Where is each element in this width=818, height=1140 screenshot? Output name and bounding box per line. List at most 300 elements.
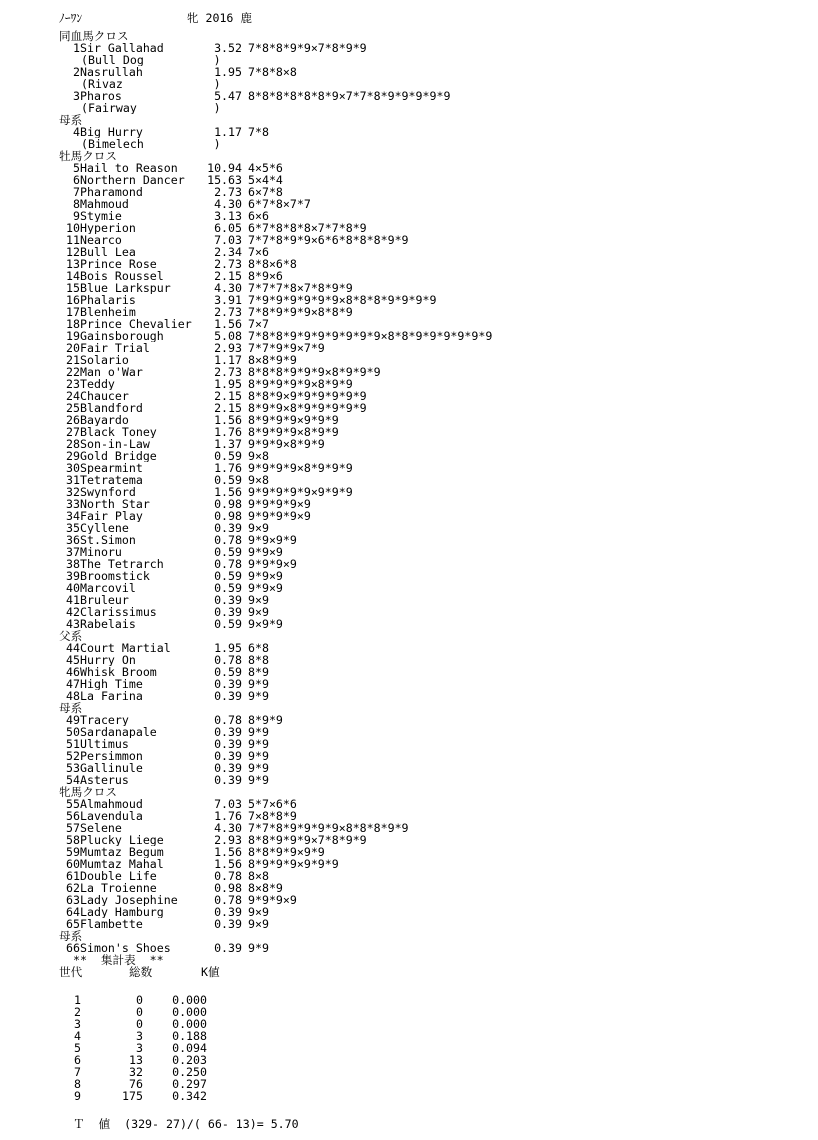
- ancestor-name: Cyllene: [80, 522, 129, 534]
- ancestor-name: Chaucer: [80, 390, 129, 402]
- ancestor-number: 21: [66, 354, 80, 366]
- ancestor-name: Tetratema: [80, 474, 143, 486]
- blood-percent: 0.59: [214, 582, 242, 594]
- ancestor-sibling: (Rivaz ): [81, 78, 221, 90]
- blood-percent: 0.59: [214, 570, 242, 582]
- cross-pattern: 9*9*9×9: [248, 894, 297, 906]
- ancestor-name: Rabelais: [80, 618, 136, 630]
- cross-pattern: 9*9×9: [248, 570, 283, 582]
- summary-title: ** 集計表 **: [73, 954, 164, 966]
- blood-percent: 6.05: [214, 222, 242, 234]
- cross-pattern: 6*7*8*8*8×7*7*8*9: [248, 222, 367, 234]
- ancestor-name: Whisk Broom: [80, 666, 157, 678]
- ancestor-number: 5: [73, 162, 80, 174]
- blood-percent: 0.39: [214, 594, 242, 606]
- ancestor-name: Northern Dancer: [80, 174, 185, 186]
- ancestor-name: Hurry On: [80, 654, 136, 666]
- ancestor-name: Big Hurry: [80, 126, 143, 138]
- summary-row: [59, 1018, 799, 1030]
- total-count: 76: [129, 1078, 143, 1090]
- blood-percent: 2.73: [214, 306, 242, 318]
- ancestor-number: 8: [73, 198, 80, 210]
- cross-row: [59, 246, 799, 258]
- total-count: 175: [122, 1090, 143, 1102]
- ancestor-name: Mahmoud: [80, 198, 129, 210]
- cross-row: [59, 366, 799, 378]
- blood-percent: 2.15: [214, 390, 242, 402]
- cross-pattern: 9*9*9×9: [248, 558, 297, 570]
- cross-pattern: 9*9×9: [248, 582, 283, 594]
- total-count: 3: [136, 1030, 143, 1042]
- cross-pattern: 9×9: [248, 522, 269, 534]
- total-count: 13: [129, 1054, 143, 1066]
- ancestor-number: 34: [66, 510, 80, 522]
- cross-row: [59, 234, 799, 246]
- cross-pattern: 9*9: [248, 750, 269, 762]
- cross-pattern: 8*9: [248, 666, 269, 678]
- cross-pattern: 9*9: [248, 678, 269, 690]
- cross-pattern: 9*9: [248, 738, 269, 750]
- cross-pattern: 6×6: [248, 210, 269, 222]
- cross-pattern: 8*8×6*8: [248, 258, 297, 270]
- ancestor-number: 24: [66, 390, 80, 402]
- k-value: 0.250: [172, 1066, 207, 1078]
- blood-percent: 4.30: [214, 198, 242, 210]
- generation: 4: [74, 1030, 81, 1042]
- summary-row: [59, 1078, 799, 1090]
- summary-header-gen: 世代: [59, 966, 83, 978]
- k-value: 0.000: [172, 994, 207, 1006]
- blood-percent: 2.15: [214, 270, 242, 282]
- cross-pattern: 8*9×6: [248, 270, 283, 282]
- blood-percent: 1.76: [214, 462, 242, 474]
- cross-pattern: 6×7*8: [248, 186, 283, 198]
- generation: 3: [74, 1018, 81, 1030]
- ancestor-number: 28: [66, 438, 80, 450]
- cross-row: [59, 894, 799, 906]
- blood-percent: 0.78: [214, 894, 242, 906]
- k-value: 0.094: [172, 1042, 207, 1054]
- blood-percent: 0.78: [214, 870, 242, 882]
- section-title: 母系: [59, 929, 83, 943]
- blood-percent: 7.03: [214, 234, 242, 246]
- ancestor-name: Hyperion: [80, 222, 136, 234]
- cross-row: [59, 90, 799, 102]
- ancestor-name: Almahmoud: [80, 798, 143, 810]
- blood-percent: 0.39: [214, 678, 242, 690]
- k-value: 0.000: [172, 1006, 207, 1018]
- ancestor-number: 11: [66, 234, 80, 246]
- cross-row: [59, 546, 799, 558]
- cross-row: [59, 522, 799, 534]
- cross-row: [59, 918, 799, 930]
- ancestor-name: Prince Chevalier: [80, 318, 192, 330]
- ancestor-number: 43: [66, 618, 80, 630]
- blood-percent: 2.73: [214, 366, 242, 378]
- cross-pattern: 8*8*9×9*9*9*9*9*9: [248, 390, 367, 402]
- section-title: 母系: [59, 701, 83, 715]
- ancestor-number: 66: [66, 942, 80, 954]
- ancestor-name: Pharamond: [80, 186, 143, 198]
- cross-row: [59, 606, 799, 618]
- ancestor-name: Blue Larkspur: [80, 282, 171, 294]
- blood-percent: 1.95: [214, 66, 242, 78]
- k-value: 0.203: [172, 1054, 207, 1066]
- generation: 2: [74, 1006, 81, 1018]
- ancestor-number: 16: [66, 294, 80, 306]
- cross-row: [59, 738, 799, 750]
- cross-row: [59, 642, 799, 654]
- ancestor-number: 40: [66, 582, 80, 594]
- ancestor-name: Lady Hamburg: [80, 906, 164, 918]
- cross-row: [59, 42, 799, 54]
- blood-percent: 2.73: [214, 258, 242, 270]
- ancestor-number: 52: [66, 750, 80, 762]
- cross-pattern: 9*9*9*9*9×9*9*9: [248, 486, 353, 498]
- ancestor-name: Phalaris: [80, 294, 136, 306]
- ancestor-number: 4: [73, 126, 80, 138]
- cross-pattern: 4×5*6: [248, 162, 283, 174]
- blood-percent: 0.39: [214, 522, 242, 534]
- cross-row: [59, 690, 799, 702]
- cross-row: [59, 486, 799, 498]
- ancestor-number: 32: [66, 486, 80, 498]
- ancestor-number: 13: [66, 258, 80, 270]
- ancestor-number: 20: [66, 342, 80, 354]
- ancestor-name: Asterus: [80, 774, 129, 786]
- cross-row: [59, 402, 799, 414]
- ancestor-name: North Star: [80, 498, 150, 510]
- ancestor-number: 50: [66, 726, 80, 738]
- cross-row: [59, 270, 799, 282]
- cross-pattern: 9×8: [248, 450, 269, 462]
- cross-pattern: 7×8*8*9: [248, 810, 297, 822]
- ancestor-number: 47: [66, 678, 80, 690]
- total-count: 32: [129, 1066, 143, 1078]
- cross-pattern: 9*9*9×8*9*9: [248, 438, 325, 450]
- cross-row: [59, 330, 799, 342]
- ancestor-number: 36: [66, 534, 80, 546]
- cross-pattern: 7*9*9*9*9*9*9×8*8*8*9*9*9*9: [248, 294, 437, 306]
- cross-pattern: 8*8*9*9*9×7*8*9*9: [248, 834, 367, 846]
- ancestor-number: 63: [66, 894, 80, 906]
- cross-row: [59, 210, 799, 222]
- ancestor-name: Minoru: [80, 546, 122, 558]
- cross-row: [59, 390, 799, 402]
- ancestor-name: Court Martial: [80, 642, 171, 654]
- cross-row: [59, 810, 799, 822]
- cross-pattern: 9×9: [248, 906, 269, 918]
- cross-row: [59, 162, 799, 174]
- ancestor-name: Sardanapale: [80, 726, 157, 738]
- blood-percent: 0.98: [214, 498, 242, 510]
- cross-row: [59, 858, 799, 870]
- ancestor-number: 41: [66, 594, 80, 606]
- ancestor-sibling: (Fairway ): [81, 102, 221, 114]
- summary-header-k: K値: [201, 966, 220, 978]
- generation: 6: [74, 1054, 81, 1066]
- ancestor-number: 19: [66, 330, 80, 342]
- ancestor-number: 9: [73, 210, 80, 222]
- blood-percent: 2.73: [214, 186, 242, 198]
- blood-percent: 1.17: [214, 354, 242, 366]
- summary-row: [59, 1030, 799, 1042]
- blood-percent: 0.59: [214, 546, 242, 558]
- cross-pattern: 9*9*9*9×8*9*9*9: [248, 462, 353, 474]
- cross-row: [59, 258, 799, 270]
- total-count: 0: [136, 1006, 143, 1018]
- ancestor-name: The Tetrarch: [80, 558, 164, 570]
- ancestor-name: Bois Roussel: [80, 270, 164, 282]
- cross-pattern: 9*9×9: [248, 546, 283, 558]
- ancestor-name: Pharos: [80, 90, 122, 102]
- ancestor-number: 17: [66, 306, 80, 318]
- cross-pattern: 8*8: [248, 654, 269, 666]
- ancestor-name: Son-in-Law: [80, 438, 150, 450]
- blood-percent: 0.39: [214, 726, 242, 738]
- cross-row: [59, 66, 799, 78]
- blood-percent: 0.39: [214, 942, 242, 954]
- cross-pattern: 8×8: [248, 870, 269, 882]
- blood-percent: 3.91: [214, 294, 242, 306]
- section-title: 牝馬クロス: [59, 785, 117, 799]
- blood-percent: 4.30: [214, 282, 242, 294]
- ancestor-number: 30: [66, 462, 80, 474]
- ancestor-number: 6: [73, 174, 80, 186]
- ancestor-name: Lady Josephine: [80, 894, 178, 906]
- cross-pattern: 8×8*9: [248, 882, 283, 894]
- blood-percent: 0.39: [214, 774, 242, 786]
- cross-row: [59, 654, 799, 666]
- ancestor-number: 14: [66, 270, 80, 282]
- ancestor-name: High Time: [80, 678, 143, 690]
- t-value: Ｔ 値 (329- 27)/( 66- 13)= 5.70: [73, 1118, 299, 1130]
- ancestor-name: Bayardo: [80, 414, 129, 426]
- blood-percent: 1.95: [214, 642, 242, 654]
- cross-row: [59, 594, 799, 606]
- k-value: 0.342: [172, 1090, 207, 1102]
- blood-percent: 0.39: [214, 906, 242, 918]
- ancestor-number: 12: [66, 246, 80, 258]
- ancestor-number: 51: [66, 738, 80, 750]
- ancestor-number: 60: [66, 858, 80, 870]
- ancestor-name: Simon's Shoes: [80, 942, 171, 954]
- cross-row: [59, 834, 799, 846]
- cross-row: [59, 726, 799, 738]
- cross-sections: [59, 30, 799, 954]
- blood-percent: 0.78: [214, 558, 242, 570]
- blood-percent: 0.59: [214, 618, 242, 630]
- blood-percent: 0.39: [214, 762, 242, 774]
- ancestor-number: 26: [66, 414, 80, 426]
- ancestor-name: Black Toney: [80, 426, 157, 438]
- cross-row: [59, 714, 799, 726]
- cross-pattern: 9*9*9*9×9: [248, 498, 311, 510]
- cross-pattern: 9×9*9: [248, 618, 283, 630]
- generation: 9: [74, 1090, 81, 1102]
- cross-row: [59, 906, 799, 918]
- cross-pattern: 8×8*9*9: [248, 354, 297, 366]
- cross-row: [59, 126, 799, 138]
- ancestor-name: Sir Gallahad: [80, 42, 164, 54]
- summary-headers: [59, 966, 799, 978]
- ancestor-number: 58: [66, 834, 80, 846]
- cross-pattern: 9*9: [248, 762, 269, 774]
- blood-percent: 0.39: [214, 750, 242, 762]
- section-title: 母系: [59, 113, 83, 127]
- cross-row: [59, 774, 799, 786]
- ancestor-name: Double Life: [80, 870, 157, 882]
- summary-row: [59, 1090, 799, 1102]
- cross-row: [59, 342, 799, 354]
- ancestor-number: 44: [66, 642, 80, 654]
- ancestor-name: Spearmint: [80, 462, 143, 474]
- k-value: 0.188: [172, 1030, 207, 1042]
- cross-row: [59, 294, 799, 306]
- cross-pattern: 5*7×6*6: [248, 798, 297, 810]
- cross-row: [59, 510, 799, 522]
- cross-row: [59, 558, 799, 570]
- cross-pattern: 9×8: [248, 474, 269, 486]
- ancestor-number: 39: [66, 570, 80, 582]
- cross-pattern: 8*9*9*9×8*9*9: [248, 426, 339, 438]
- cross-pattern: 9×9: [248, 594, 269, 606]
- ancestor-name: Bull Lea: [80, 246, 136, 258]
- cross-pattern: 9×9: [248, 918, 269, 930]
- ancestor-name: Blandford: [80, 402, 143, 414]
- summary-rows: [59, 994, 799, 1102]
- blood-percent: 1.37: [214, 438, 242, 450]
- horse-info: 牝 2016 鹿: [186, 11, 252, 25]
- blood-percent: 3.52: [214, 42, 242, 54]
- cross-row: [59, 498, 799, 510]
- cross-pattern: 7*8*8*9*9*9*9*9*9*9×8*8*9*9*9*9*9*9: [248, 330, 493, 342]
- ancestor-sibling: (Bull Dog ): [81, 54, 221, 66]
- ancestor-number: 57: [66, 822, 80, 834]
- k-value: 0.297: [172, 1078, 207, 1090]
- cross-pattern: 9*9*9*9×9: [248, 510, 311, 522]
- ancestor-number: 1: [73, 42, 80, 54]
- cross-row: [59, 462, 799, 474]
- summary-row: [59, 1042, 799, 1054]
- ancestor-name: Clarissimus: [80, 606, 157, 618]
- summary-row: [59, 994, 799, 1006]
- blood-percent: 1.17: [214, 126, 242, 138]
- ancestor-number: 62: [66, 882, 80, 894]
- blood-percent: 0.59: [214, 450, 242, 462]
- ancestor-number: 48: [66, 690, 80, 702]
- cross-row: [59, 870, 799, 882]
- blood-percent: 1.56: [214, 414, 242, 426]
- section-title: 同血馬クロス: [59, 29, 129, 43]
- ancestor-name: Flambette: [80, 918, 143, 930]
- blood-percent: 2.93: [214, 342, 242, 354]
- ancestor-name: Blenheim: [80, 306, 136, 318]
- summary-row: [59, 1066, 799, 1078]
- cross-pattern: 9*9: [248, 942, 269, 954]
- ancestor-number: 22: [66, 366, 80, 378]
- blood-percent: 0.39: [214, 738, 242, 750]
- section-title: 牡馬クロス: [59, 149, 117, 163]
- ancestor-number: 37: [66, 546, 80, 558]
- ancestor-number: 7: [73, 186, 80, 198]
- blood-percent: 0.59: [214, 474, 242, 486]
- cross-pattern: 8*8*8*9*9*9×8*9*9*9: [248, 366, 381, 378]
- cross-row: [59, 618, 799, 630]
- blood-percent: 0.78: [214, 534, 242, 546]
- ancestor-number: 56: [66, 810, 80, 822]
- ancestor-number: 54: [66, 774, 80, 786]
- blood-percent: 1.56: [214, 858, 242, 870]
- ancestor-name: La Farina: [80, 690, 143, 702]
- ancestor-number: 33: [66, 498, 80, 510]
- ancestor-number: 65: [66, 918, 80, 930]
- cross-pattern: 7×6: [248, 246, 269, 258]
- ancestor-name: Prince Rose: [80, 258, 157, 270]
- ancestor-number: 23: [66, 378, 80, 390]
- ancestor-number: 31: [66, 474, 80, 486]
- ancestor-name: Selene: [80, 822, 122, 834]
- ancestor-number: 18: [66, 318, 80, 330]
- total-count: 0: [136, 1018, 143, 1030]
- blood-percent: 4.30: [214, 822, 242, 834]
- cross-pattern: 7*8: [248, 126, 269, 138]
- ancestor-name: Fair Trial: [80, 342, 150, 354]
- cross-pattern: 8*9*9×8*9*9*9*9*9: [248, 402, 367, 414]
- cross-row: [59, 534, 799, 546]
- blood-percent: 1.56: [214, 846, 242, 858]
- ancestor-name: St.Simon: [80, 534, 136, 546]
- cross-row: [59, 426, 799, 438]
- generation: 7: [74, 1066, 81, 1078]
- blood-percent: 0.39: [214, 690, 242, 702]
- ancestor-name: Fair Play: [80, 510, 143, 522]
- ancestor-number: 42: [66, 606, 80, 618]
- cross-pattern: 7*7*8*9*9×6*6*8*8*8*9*9: [248, 234, 409, 246]
- ancestor-name: Persimmon: [80, 750, 143, 762]
- cross-pattern: 9*9: [248, 690, 269, 702]
- cross-pattern: 7*7*8*9*9*9*9×8*8*8*9*9: [248, 822, 409, 834]
- ancestor-name: Plucky Liege: [80, 834, 164, 846]
- report-header: [59, 12, 799, 24]
- ancestor-number: 49: [66, 714, 80, 726]
- cross-row: [59, 882, 799, 894]
- ancestor-name: Stymie: [80, 210, 122, 222]
- cross-row: [59, 582, 799, 594]
- cross-row: [59, 354, 799, 366]
- blood-percent: 3.13: [214, 210, 242, 222]
- ancestor-number: 46: [66, 666, 80, 678]
- blood-percent: 0.39: [214, 918, 242, 930]
- blood-percent: 15.63: [207, 174, 242, 186]
- generation: 1: [74, 994, 81, 1006]
- cross-row: [59, 750, 799, 762]
- cross-row: [59, 198, 799, 210]
- cross-pattern: 7×7: [248, 318, 269, 330]
- ancestor-number: 2: [73, 66, 80, 78]
- blood-percent: 10.94: [207, 162, 242, 174]
- blood-percent: 7.03: [214, 798, 242, 810]
- cross-row: [59, 438, 799, 450]
- blood-percent: 2.93: [214, 834, 242, 846]
- owner-name: ﾉｰﾜﾝ: [59, 11, 83, 25]
- cross-row: [59, 942, 799, 954]
- blood-percent: 0.98: [214, 882, 242, 894]
- cross-row: [59, 474, 799, 486]
- blood-percent: 1.95: [214, 378, 242, 390]
- cross-row: [59, 186, 799, 198]
- summary-header-total: 総数: [129, 966, 153, 978]
